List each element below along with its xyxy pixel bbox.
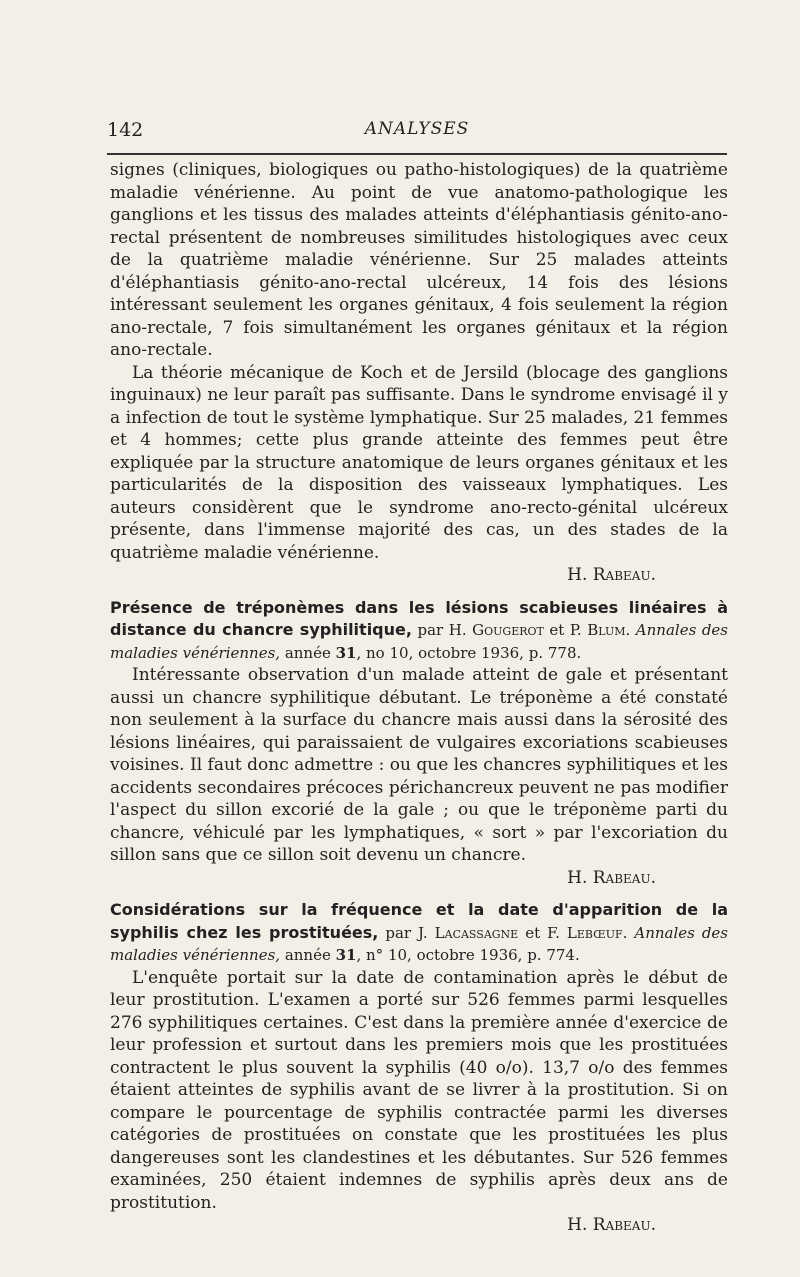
running-title: ANALYSES xyxy=(364,119,470,139)
article2-year: 31 xyxy=(335,643,357,662)
article3-ref-par: par J. xyxy=(378,923,435,942)
article3-ref-rest: , n° 10, octobre 1936, p. 774. xyxy=(356,946,580,964)
page-number: 142 xyxy=(107,119,144,141)
article2-paragraph: Intéressante observation d'un malade atteint de gale et présentant aussi un chancre syphilitique débutant. Le tréponème a été constaté non seulement à la surface du chancre mais aussi dans la sérosité des lésions linéaires, qui paraissaient de vulgaires excoriations scabieuses voisines. Il faut donc admettre : ou que les chancres syphilitiques et les accidents secondaires précoces périchancreux peuvent ne pas modifier l'aspect du sillon excorié de la gale ; ou que le tréponème parti du chancre, véhiculé par les lymphatiques, « sort » par l'excoriation du sillon sans que ce sillon soit devenu un chancre. xyxy=(110,665,728,865)
article3-author1: Lacassagne xyxy=(434,923,519,942)
article2-author1: Gougerot xyxy=(472,621,544,639)
article2-title: Présence de tréponèmes dans les lésions scabieuses linéaires à distance du chancre syphilitique, xyxy=(110,597,728,639)
article2-journal: Annales des maladies vénériennes, xyxy=(110,621,728,662)
article3-ref-et: et F. xyxy=(518,923,567,942)
article2-heading xyxy=(110,597,728,665)
article3-year: 31 xyxy=(335,946,357,964)
article3-signature: H. Rabeau. xyxy=(567,1215,656,1235)
article2-annee: année xyxy=(280,643,336,662)
article2-ref-par: par H. xyxy=(411,621,473,639)
article-treponemes xyxy=(110,597,728,890)
article3-title: Considérations sur la fréquence et la date d'apparition de la syphilis chez les prostituées, xyxy=(110,900,728,942)
article1-signature: H. Rabeau. xyxy=(567,565,656,585)
article3-paragraph: L'enquête portait sur la date de contamination après le début de leur prostitution. L'examen a porté sur 526 femmes parmi lesquelles 276 syphilitiques certaines. C'est dans la première année d'exercice de leur profession et surtout dans les premiers mois que les prostituées contractent le plus souvent la syphilis (40 o/o). 13,7 o/o des femmes étaient atteintes de syphilis avant de se livrer à la prostitution. Si on compare le pourcentage de syphilis contractée parmi les diverses catégories de prostituées on constate que les prostituées les plus dangereuses sont les clandestines et les débutantes. Sur 526 femmes examinées, 250 étaient indemnes de syphilis après deux ans de prostitution. xyxy=(110,967,728,1213)
article2-ref-et: et P. xyxy=(543,621,588,639)
article1-paragraph2: La théorie mécanique de Koch et de Jersild (blocage des ganglions inguinaux) ne leur paraît pas suffisante. Dans le syndrome envisagé il y a infection de tout le système lymphatique. Sur 25 malades, 21 femmes et 4 hommes; cette plus grande atteinte des femmes peut être expliquée par la structure anatomique de leurs organes génitaux et les particularités de la disposition des vaisseaux lymphatiques. Les auteurs considèrent que le syndrome ano-recto-génital ulcéreux présente, dans l'immense majorité des cas, un des stades de la quatrième maladie vénérienne. xyxy=(110,362,728,563)
article3-journal: Annales des maladies vénériennes, xyxy=(110,923,728,964)
article2-signature: H. Rabeau. xyxy=(567,867,656,888)
article2-author2: Blum. xyxy=(587,621,631,639)
page-header xyxy=(107,119,727,149)
article-continuation xyxy=(110,159,728,587)
article3-annee: année xyxy=(280,946,336,964)
header-rule xyxy=(107,153,727,155)
article2-ref-rest: , no 10, octobre 1936, p. 778. xyxy=(356,643,582,662)
article3-author2: Lebœuf. xyxy=(566,923,628,942)
article3-heading xyxy=(110,899,728,967)
article1-paragraph1: signes (cliniques, biologiques ou patho-histologiques) de la quatrième maladie vénérienne. Au point de vue anatomo-pathologique les ganglions et les tissus des malades atteints d'éléphantiasis génito-ano-rectal présentent de nombreuses similitudes histologiques avec ceux de la quatrième maladie vénérienne. Sur 25 malades atteints d'éléphantiasis génito-ano-rectal ulcéreux, 14 fois des lésions intéressant seulement les organes génitaux, 4 fois seulement la région ano-rectale, 7 fois simultanément les organes génitaux et la région ano-rectale. xyxy=(110,160,728,360)
page-body xyxy=(110,159,728,1237)
article-prostituees xyxy=(110,899,728,1237)
